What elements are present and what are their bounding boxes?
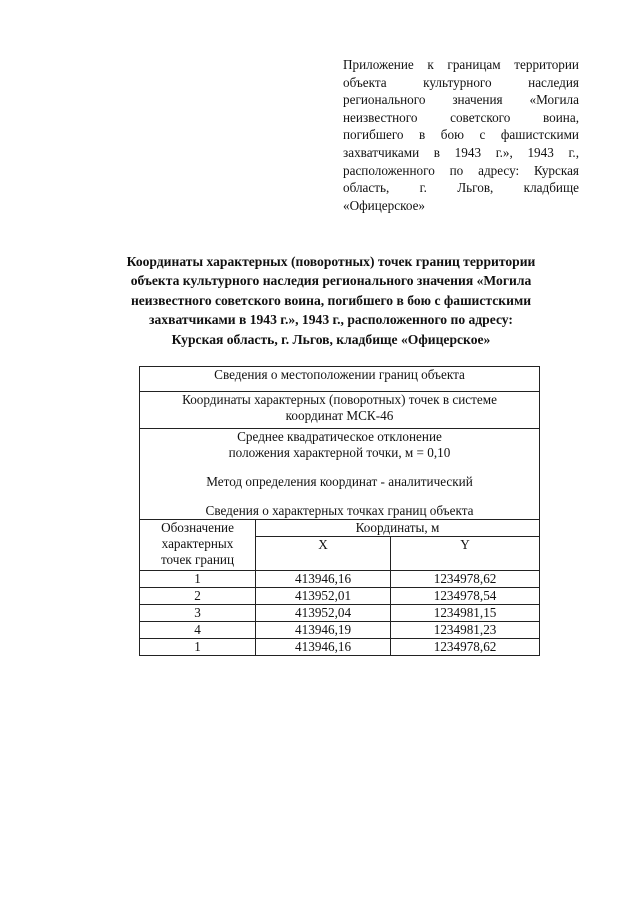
designation-header-line: характерных (161, 536, 234, 551)
y-column-header: Y (391, 537, 540, 571)
designation-column-header (140, 520, 256, 571)
point-cell: 4 (140, 622, 256, 639)
y-cell: 1234978,62 (391, 571, 540, 588)
method-text: Метод определения координат - аналитический (206, 474, 473, 489)
appendix-line: область, г. Льгов, кладбище (343, 180, 579, 196)
x-cell: 413946,19 (256, 622, 391, 639)
heading-line: объекта культурного наследия регионального значения «Могила (130, 273, 532, 289)
points-title: Сведения о характерных точках границ объекта (205, 503, 474, 518)
location-section-header: Сведения о местоположении границ объекта (140, 367, 540, 392)
appendix-line: захватчиками в 1943 г.», 1943 г., (343, 144, 579, 160)
coordinate-system-line: Координаты характерных (поворотных) точек в системе (182, 392, 497, 407)
coordinate-system-line: координат МСК-46 (285, 408, 394, 423)
point-cell: 1 (140, 571, 256, 588)
coordinates-table (139, 366, 540, 656)
appendix-line: неизвестного советского воина, (343, 109, 579, 125)
designation-header-line: точек границ (160, 552, 235, 567)
table-row (140, 571, 540, 588)
accuracy-line: Среднее квадратическое отклонение (237, 429, 442, 444)
heading-line: Курская область, г. Льгов, кладбище «Офицерское» (171, 331, 491, 347)
appendix-note (343, 56, 579, 214)
heading-line: Координаты характерных (поворотных) точек границ территории (126, 254, 536, 269)
y-cell: 1234981,23 (391, 622, 540, 639)
appendix-line: регионального значения «Могила (343, 92, 579, 108)
x-column-header: X (256, 537, 391, 571)
appendix-line: объекта культурного наследия (343, 74, 579, 90)
table-row (140, 622, 540, 639)
document-heading (96, 252, 566, 349)
appendix-line: Приложение к границам территории (343, 57, 579, 72)
table-row (140, 639, 540, 656)
x-cell: 413946,16 (256, 571, 391, 588)
heading-line: захватчиками в 1943 г.», 1943 г., расположенного по адресу: (149, 312, 513, 328)
point-cell: 1 (140, 639, 256, 656)
designation-header-line: Обозначение (161, 520, 234, 535)
coordinate-system-header (140, 392, 540, 429)
x-cell: 413952,04 (256, 605, 391, 622)
y-cell: 1234981,15 (391, 605, 540, 622)
x-cell: 413952,01 (256, 588, 391, 605)
x-cell: 413946,16 (256, 639, 391, 656)
appendix-line: расположенного по адресу: Курская (343, 162, 579, 178)
y-cell: 1234978,54 (391, 588, 540, 605)
coordinates-column-header: Координаты, м (256, 520, 540, 537)
table-row (140, 588, 540, 605)
accuracy-line: положения характерной точки, м = 0,10 (228, 445, 451, 460)
appendix-line: погибшего в бою с фашистскими (343, 127, 579, 143)
accuracy-info-cell (140, 429, 540, 520)
point-cell: 2 (140, 588, 256, 605)
heading-line: неизвестного советского воина, погибшего в бою с фашистскими (130, 292, 532, 308)
y-cell: 1234978,62 (391, 639, 540, 656)
table-row (140, 605, 540, 622)
point-cell: 3 (140, 605, 256, 622)
appendix-line: «Офицерское» (343, 197, 426, 213)
